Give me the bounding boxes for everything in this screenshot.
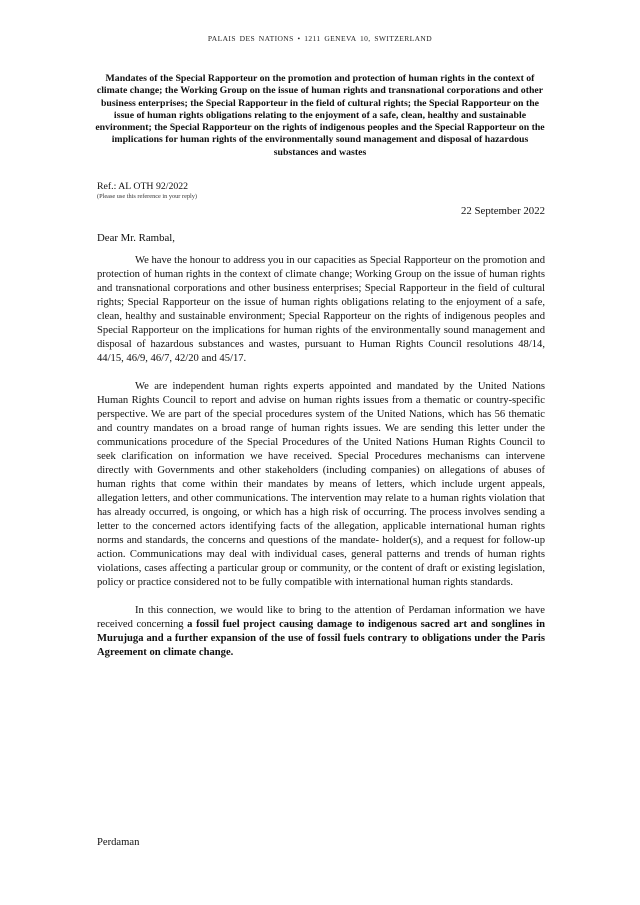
- footer-reference: Perdaman: [97, 837, 140, 848]
- reference-number: Ref.: AL OTH 92/2022: [97, 181, 189, 192]
- reference-note: (Please use this reference in your reply): [97, 193, 198, 200]
- allegation-emphasis: a fossil fuel project causing damage to indigenous sacred art and songlines in Murujuga and a further expansion of the use of fossil fuels contrary to obligations under the Paris Agreement on climate change.: [97, 619, 545, 658]
- mandates-header: Mandates of the Special Rapporteur on the promotion and protection of human rights in the context of climate change; the Working Group on the issue of human rights and transnational corporations and other business enterprises; the Special Rapporteur in the field of cultural rights; the Special Rapporteur on the issue of human rights obligations relating to the enjoyment of a safe, clean, healthy and sustainable environment; the Special Rapporteur on the rights of indigenous peoples and the Special Rapporteur on the implications for human rights of the environmentally sound management and disposal of hazardous substances and wastes: [95, 73, 545, 158]
- salutation: Dear Mr. Rambal,: [97, 232, 175, 244]
- allegation-intro: In this connection, we would like to bring to the attention of Perdaman information we have received concerning: [97, 605, 545, 630]
- paragraph-capacities: We have the honour to address you in our capacities as Special Rapporteur on the promotion and protection of human rights in the context of climate change; Working Group on the issue of human rights and transnational corporations and other business enterprises; Special Rapporteur in the field of cultural rights; Special Rapporteur on the issue of human rights obligations relating to the enjoyment of a safe, clean, healthy and sustainable environment; Special Rapporteur on the rights of indigenous peoples and Special Rapporteur on the implications for human rights of the environmentally sound management and disposal of hazardous substances and wastes, pursuant to Human Rights Council resolutions 48/14, 44/15, 46/9, 46/7, 42/20 and 45/17.: [97, 255, 545, 364]
- letter-body: [97, 254, 545, 674]
- paragraph-allegation: [97, 604, 545, 660]
- reference-block: [97, 181, 197, 200]
- letterhead: PALAIS DES NATIONS • 1211 GENEVA 10, SWITZERLAND: [207, 34, 433, 43]
- letter-date: 22 September 2022: [461, 205, 545, 217]
- paragraph-special-procedures: We are independent human rights experts appointed and mandated by the United Nations Human Rights Council to report and advise on human rights issues from a thematic or country-specific perspective. We are part of the special procedures system of the United Nations, which has 56 thematic and country mandates on a broad range of human rights issues. We are sending this letter under the communications procedure of the Special Procedures of the United Nations Human Rights Council to seek clarification on information we have received. Special Procedures mechanisms can intervene directly with Governments and other stakeholders (including companies) on allegations of abuses of human rights that come within their mandates by means of letters, which include urgent appeals, allegation letters, and other communications. The intervention may relate to a human rights violation that has already occurred, is ongoing, or which has a high risk of occurring. The process involves sending a letter to the concerned actors identifying facts of the allegation, applicable international human rights norms and standards, the concerns and questions of the mandate- holder(s), and a request for follow-up action. Communications may deal with individual cases, general patterns and trends of human rights violations, cases affecting a particular group or community, or the content of draft or existing legislation, policy or practice considered not to be fully compatible with international human rights standards.: [97, 381, 545, 588]
